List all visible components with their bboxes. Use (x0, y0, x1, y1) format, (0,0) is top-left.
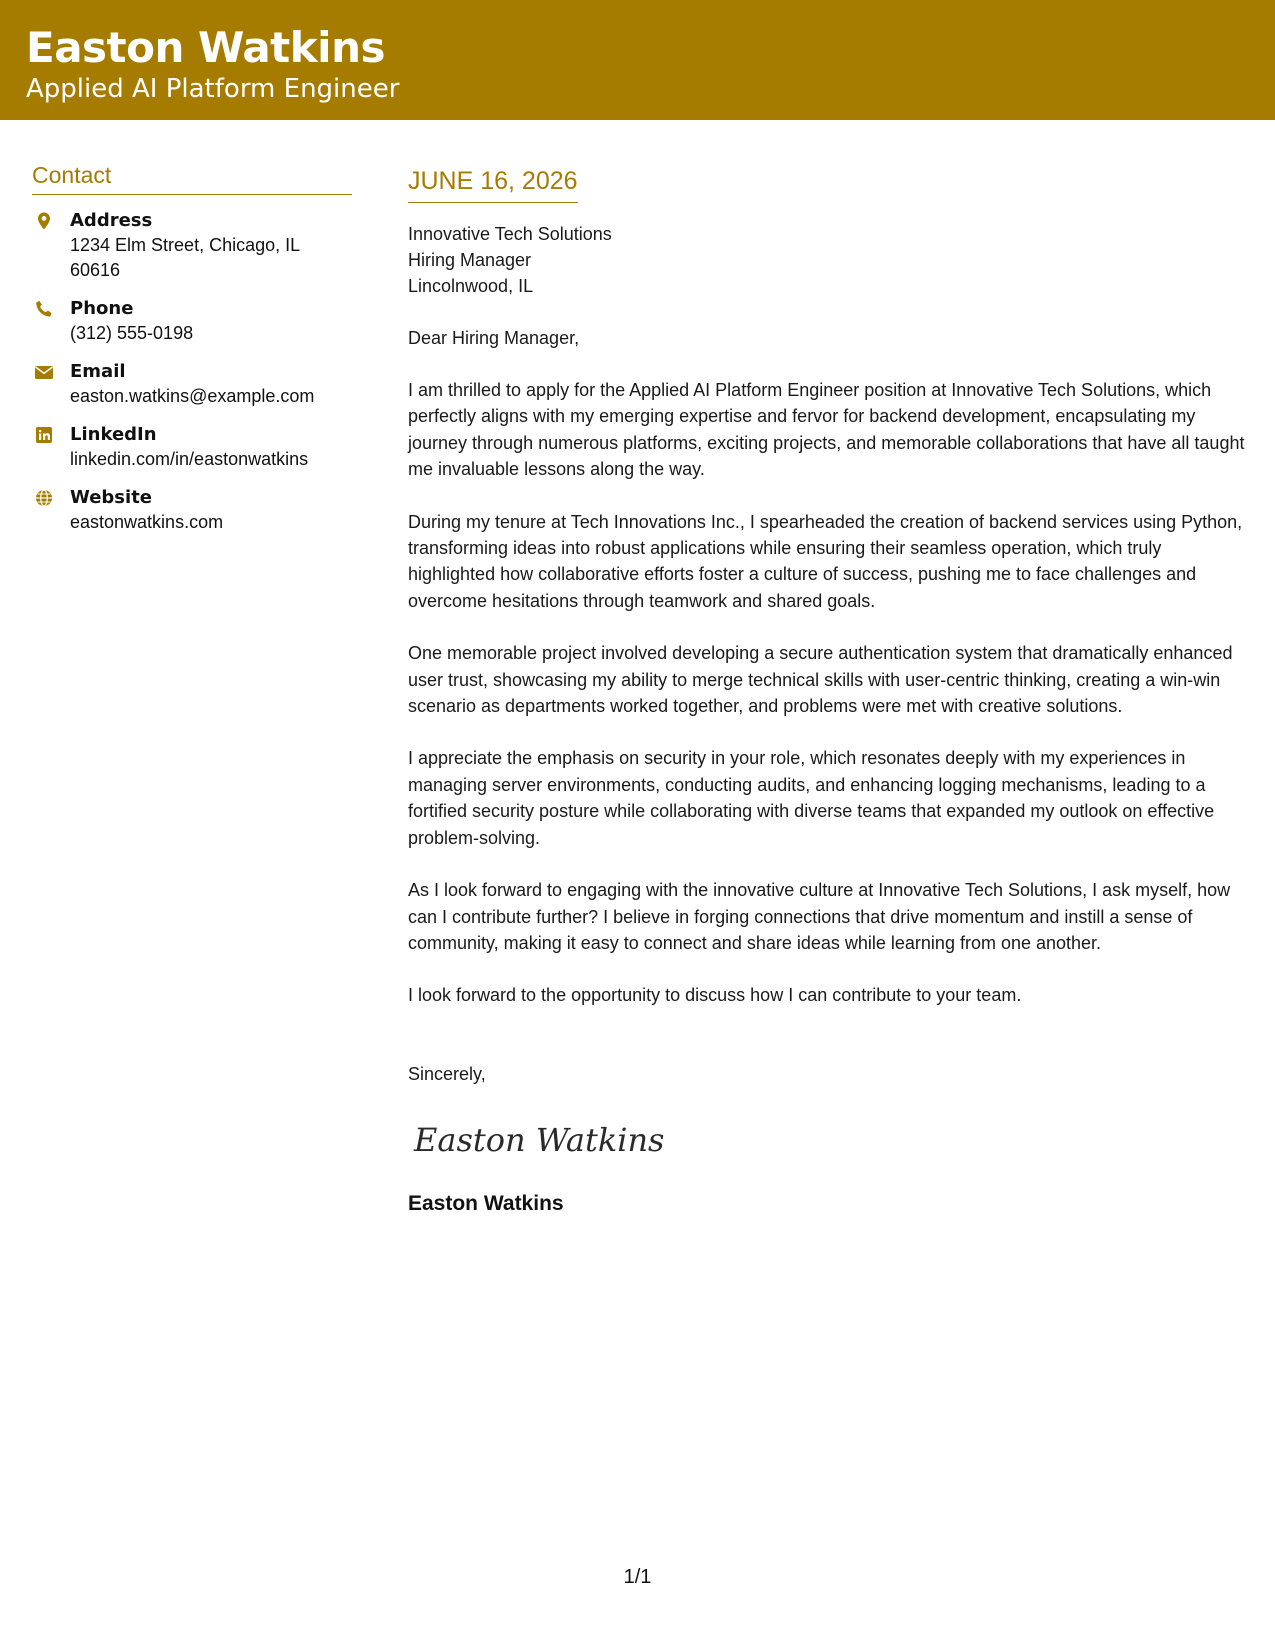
contact-sidebar (32, 160, 352, 535)
letter-paragraph: I look forward to the opportunity to discuss how I can contribute to your team. (408, 985, 1022, 1006)
contact-label: LinkedIn (70, 424, 157, 445)
salutation: Dear Hiring Manager, (408, 328, 580, 348)
contact-phone (32, 297, 352, 346)
phone-icon (34, 299, 54, 319)
contact-label: Website (70, 487, 153, 508)
contact-address (32, 209, 352, 283)
contact-value: 1234 Elm Street, Chicago, IL 60616 (70, 235, 300, 280)
envelope-icon (34, 362, 54, 382)
header-banner (0, 0, 1275, 120)
contact-website (32, 486, 352, 535)
globe-icon (34, 488, 54, 508)
contact-email (32, 360, 352, 409)
closing: Sincerely, (408, 1063, 486, 1084)
letter-paragraph: One memorable project involved developing a secure authentication system that dramatically enhanced user trust, showcasing my ability to merge technical skills with user-centric thinking, creating a win-win scenario as departments worked together, and problems were met with creative solutions. (408, 643, 1233, 717)
linkedin-icon (34, 425, 54, 445)
recipient-company: Innovative Tech Solutions (408, 224, 612, 244)
letter-paragraph: During my tenure at Tech Innovations Inc., I spearheaded the creation of backend services using Python, transforming ideas into robust applications while ensuring their seamless operation, which truly highlighted how collaborative efforts foster a culture of success, pushing me to face challenges and overcome hesitations through teamwork and shared goals. (408, 511, 1243, 611)
signer-name: Easton Watkins (408, 1191, 564, 1215)
contact-label: Address (70, 210, 153, 231)
contact-linkedin (32, 423, 352, 472)
letter-paragraph: I am thrilled to apply for the Applied AI Platform Engineer position at Innovative Tech Solutions, which perfectly aligns with my emerging expertise and fervor for backend development, encapsulating my journey through numerous platforms, exciting projects, and memorable collaborations that have all taught me invaluable lessons along the way. (408, 380, 1245, 480)
contact-label: Phone (70, 298, 134, 319)
contact-label: Email (70, 361, 126, 382)
letter-date: JUNE 16, 2026 (408, 164, 578, 203)
letter-paragraph: I appreciate the emphasis on security in your role, which resonates deeply with my experiences in managing server environments, conducting audits, and enhancing logging mechanisms, leading to a fortified security posture while collaborating with diverse teams that expanded my outlook on effective problem-solving. (408, 748, 1215, 848)
contact-value: linkedin.com/in/eastonwatkins (70, 449, 309, 469)
letter-paragraph: As I look forward to engaging with the innovative culture at Innovative Tech Solutions, I ask myself, how can I contribute further? I believe in forging connections that drive momentum and instill a sense of community, making it easy to connect and share ideas while learning from one another. (408, 880, 1231, 953)
recipient-location: Lincolnwood, IL (408, 276, 534, 296)
letter-body (408, 164, 1253, 1218)
page-number: 1/1 (623, 1566, 652, 1588)
contact-heading: Contact (32, 160, 352, 195)
map-pin-icon (34, 211, 54, 231)
applicant-name: Easton Watkins (26, 23, 385, 72)
contact-value: eastonwatkins.com (70, 512, 224, 532)
handwritten-signature (408, 1111, 668, 1171)
contact-value: (312) 555-0198 (70, 323, 194, 343)
signature-text: Easton Watkins (414, 1120, 665, 1159)
recipient-title: Hiring Manager (408, 250, 532, 270)
recipient-block (408, 221, 1253, 299)
contact-value: easton.watkins@example.com (70, 386, 315, 406)
applicant-role: Applied AI Platform Engineer (26, 74, 400, 104)
